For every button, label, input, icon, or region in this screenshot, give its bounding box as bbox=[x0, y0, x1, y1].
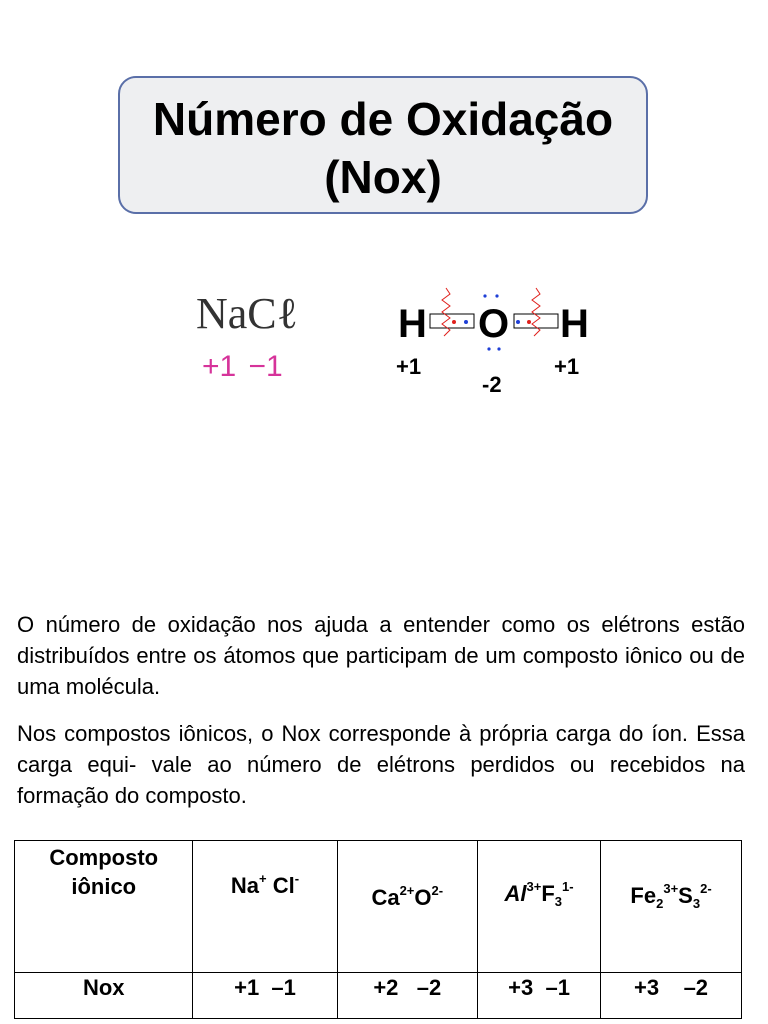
table-compound: $Al^{3+}F_3^{1-}$ bbox=[478, 841, 601, 973]
charge-right: +1 bbox=[554, 354, 580, 379]
zigzag-right bbox=[532, 288, 540, 336]
nox-value: +3 –2 bbox=[601, 973, 742, 1019]
table-compound: $Fe_2^{3+}S_3^{2-}$ bbox=[601, 841, 742, 973]
atom-center: O bbox=[478, 302, 510, 346]
lone-pair-electron bbox=[495, 294, 498, 297]
table-header-label: Composto iônico bbox=[15, 841, 193, 973]
electron-blue bbox=[516, 320, 520, 324]
nacl-charges: +1 −1 bbox=[202, 350, 283, 383]
water-lewis-diagram bbox=[396, 286, 606, 398]
title-line-1: Número de Oxidação bbox=[152, 93, 614, 145]
nox-value: +2 –2 bbox=[337, 973, 478, 1019]
table-compound: Na+ Cl- bbox=[193, 841, 337, 973]
paragraph-1: O número de oxidação nos ajuda a entender como os elétrons estão distribuídos entre os átomos que participam de um composto iônico ou de uma molécula. bbox=[17, 612, 745, 699]
table-compound: $Ca^{2+}O^{2-}$ bbox=[337, 841, 478, 973]
atom-left: H bbox=[398, 302, 427, 346]
atom-right: H bbox=[560, 302, 589, 346]
paragraph-2: Nos compostos iônicos, o Nox corresponde à própria carga do íon. Essa carga equi- vale ao número de elétrons perdidos ou recebidos na formação do composto. bbox=[17, 721, 745, 808]
electron-red bbox=[527, 320, 531, 324]
table-row-label: Nox bbox=[15, 973, 193, 1019]
lone-pair-electron bbox=[483, 294, 486, 297]
nacl-formula: NaCℓ bbox=[196, 289, 298, 338]
nox-value: +3 –1 bbox=[478, 973, 601, 1019]
nacl-example bbox=[196, 288, 298, 383]
lone-pair-electron bbox=[487, 347, 490, 350]
lone-pair-electron bbox=[497, 347, 500, 350]
electron-red bbox=[452, 320, 456, 324]
table-row bbox=[15, 841, 742, 973]
nox-table bbox=[14, 840, 742, 1019]
charge-left: +1 bbox=[396, 354, 422, 379]
electron-blue bbox=[464, 320, 468, 324]
title-box bbox=[118, 76, 648, 214]
zigzag-left bbox=[442, 288, 450, 336]
charge-center: -2 bbox=[482, 372, 502, 397]
table-row bbox=[15, 973, 742, 1019]
title-line-2: (Nox) bbox=[324, 151, 442, 203]
nox-value: +1 –1 bbox=[193, 973, 337, 1019]
